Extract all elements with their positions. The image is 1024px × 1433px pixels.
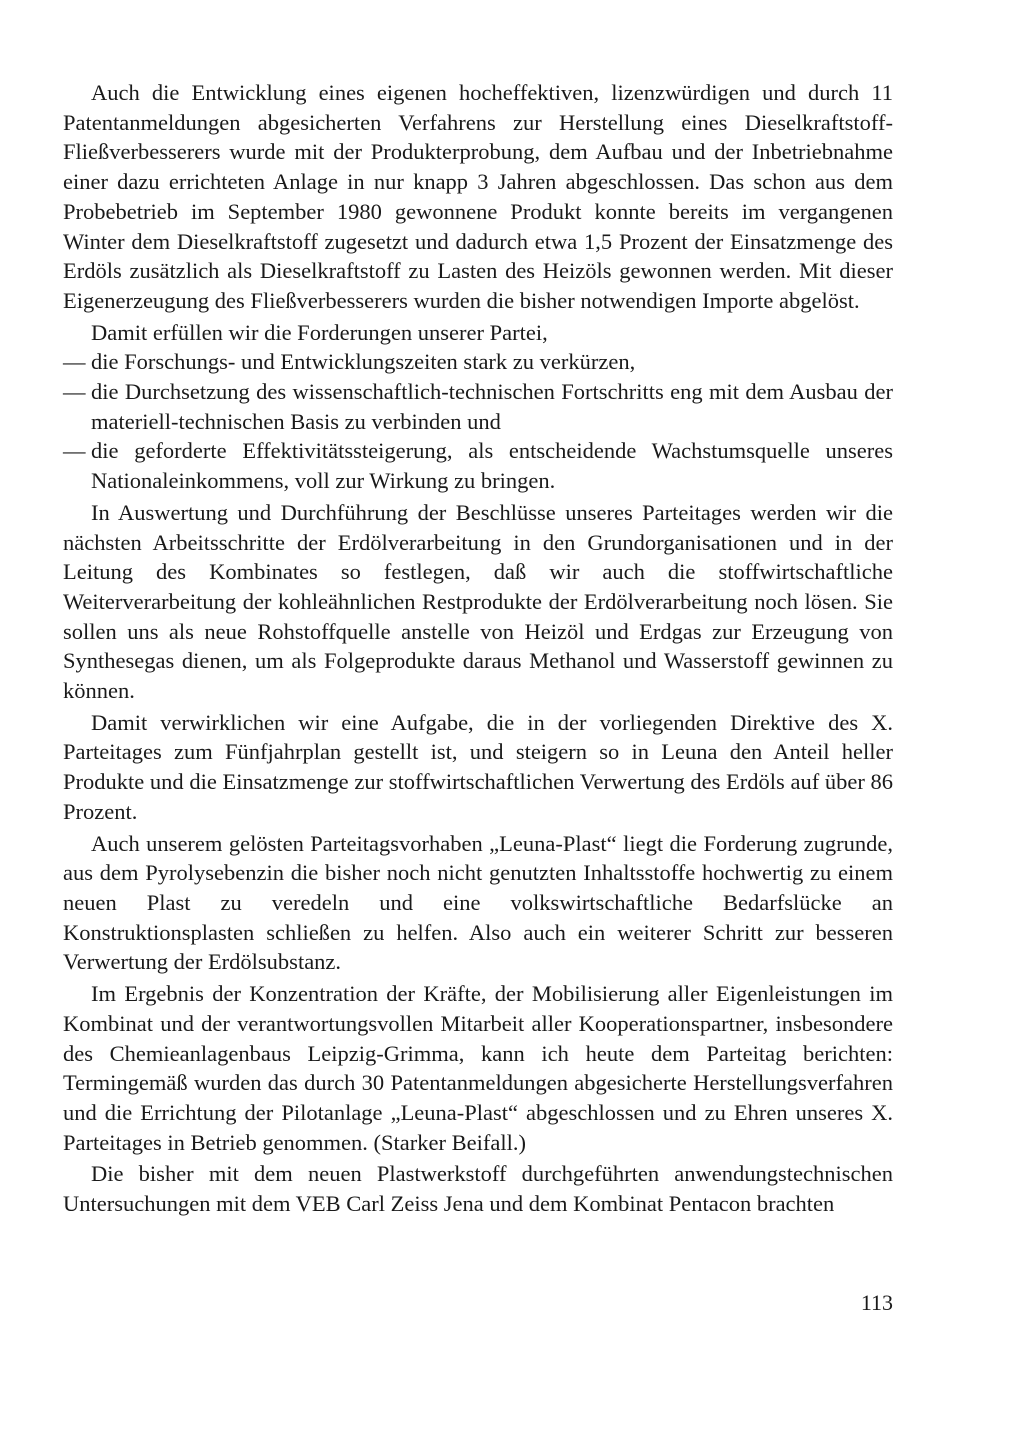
paragraph-direktive: Damit verwirklichen wir eine Aufgabe, die in der vorliegenden Direktive des X. Parteitages zum Fünfjahrplan gestellt ist, und steigern so in Leuna den Anteil heller Produkte und die Einsatzmenge zur stoffwirtschaftlichen Verwertung des Erdöls auf über 86 Prozent.	[63, 709, 893, 824]
dash-marker: —	[63, 349, 86, 375]
dash-marker: —	[63, 438, 86, 464]
paragraph-auswertung: In Auswertung und Durchführung der Beschlüsse unseres Parteitages werden wir die nächsten Arbeitsschritte der Erdölverarbeitung in den Grundorganisationen und in der Leitung des Kombinates so festlegen, daß wir auch die stoffwirtschaftliche Weiterverarbeitung der kohleähnlichen Restprodukte der Erdölverarbeitung noch lösen. Sie sollen uns als neue Rohstoffquelle anstelle von Heizöl und Erdgas zur Erzeugung von Synthesegas dienen, um als Folgeprodukte daraus Methanol und Wasserstoff gewinnen zu können.	[63, 499, 893, 704]
paragraph-fliessverbesserer: Auch die Entwicklung eines eigenen hocheffektiven, lizenzwürdigen und durch 11 Patentanmeldungen abgesicherten Verfahrens zur Herstellung eines Dieselkraftstoff-Fließverbesserers wurde mit der Produkterprobung, dem Aufbau und der Inbetriebnahme einer dazu errichteten Anlage in nur knapp 3 Jahren abgeschlossen. Das schon aus dem Probebetrieb im September 1980 gewonnene Produkt konnte bereits im vergangenen Winter dem Dieselkraftstoff zugesetzt und dadurch etwa 1,5 Prozent der Einsatzmenge des Erdöls zusätzlich als Dieselkraftstoff zu Lasten des Heizöls gewonnen werden. Mit dieser Eigenerzeugung des Fließverbesserers wurden die bisher notwendigen Importe abgelöst.	[63, 80, 893, 313]
dash-marker: —	[63, 379, 86, 405]
list-item-text: die Forschungs- und Entwicklungszeiten stark zu verkürzen,	[91, 349, 636, 375]
list-item-text: die Durchsetzung des wissenschaftlich-technischen Fortschritts eng mit dem Ausbau der materiell-technischen Basis zu verbinden und	[91, 379, 893, 434]
paragraph-untersuchungen: Die bisher mit dem neuen Plastwerkstoff durchgeführten anwendungstechnischen Untersuchungen mit dem VEB Carl Zeiss Jena und dem Kombinat Pentacon brachten	[63, 1161, 893, 1217]
forderungen-list	[63, 347, 893, 496]
body-text	[63, 78, 893, 1221]
list-item	[63, 347, 893, 377]
paragraph-leuna-plast: Auch unserem gelösten Parteitagsvorhaben „Leuna-Plast“ liegt die Forderung zugrunde, aus dem Pyrolysebenzin die bisher noch nicht genutzten Inhaltsstoffe hochwertig zu einem neuen Plast zu veredeln und eine volkswirtschaftliche Bedarfslücke an Konstruktionsplasten schließen zu helfen. Also auch ein weiterer Schritt zur besseren Verwertung der Erdölsubstanz.	[63, 830, 893, 975]
paragraph-ergebnis: Im Ergebnis der Konzentration der Kräfte, der Mobilisierung aller Eigenleistungen im Kombinat und der verantwortungsvollen Mitarbeit aller Kooperationspartner, insbesondere des Chemieanlagenbaus Leipzig-Grimma, kann ich heute dem Parteitag berichten: Termingemäß wurden das durch 30 Patentanmeldungen abgesicherte Herstellungsverfahren und die Errichtung der Pilotanlage „Leuna-Plast“ abgeschlossen und zu Ehren unseres X. Parteitages in Betrieb genommen. (Starker Beifall.)	[63, 981, 893, 1155]
list-item-text: die geforderte Effektivitätssteigerung, als entscheidende Wachstumsquelle unseres Nationaleinkommens, voll zur Wirkung zu bringen.	[91, 438, 893, 494]
paragraph-forderungen-intro: Damit erfüllen wir die Forderungen unserer Partei,	[91, 319, 548, 345]
list-item	[63, 436, 893, 495]
list-item	[63, 377, 893, 436]
page-number: 113	[860, 1290, 893, 1315]
